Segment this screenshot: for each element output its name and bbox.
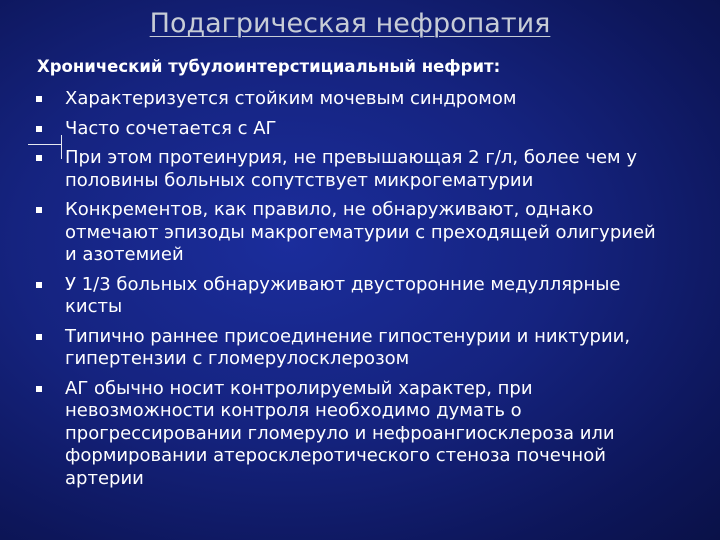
- bullet-text-line: У 1/3 больных обнаруживают двусторонние медуллярные: [65, 273, 621, 295]
- square-bullet-icon: [36, 96, 42, 102]
- bullet-text-line: кисты: [65, 296, 123, 317]
- bullet-item: [30, 378, 700, 491]
- bullet-text-line: При этом протеинурия, не превышающая 2 г/л, более чем у: [65, 147, 637, 168]
- square-bullet-icon: [36, 155, 42, 161]
- square-bullet-icon: [36, 334, 42, 340]
- bullet-item: [30, 274, 700, 319]
- bullet-item: [30, 199, 700, 267]
- slide-title: Подагрическая нефропатия: [149, 8, 551, 39]
- bullet-text-line: Типично раннее присоединение гипостенурии и никтурии,: [65, 325, 631, 347]
- bullet-item: [30, 326, 700, 371]
- bullet-text-line: артерии: [65, 467, 144, 489]
- square-bullet-icon: [36, 282, 42, 288]
- bullet-text-line: Часто сочетается с АГ: [65, 117, 277, 139]
- bullet-text-line: прогрессировании гломеруло и нефроангиосклероза или: [65, 422, 615, 444]
- bullet-text-line: невозможности контроля необходимо думать о: [65, 400, 522, 421]
- square-bullet-icon: [36, 126, 42, 132]
- square-bullet-icon: [36, 386, 42, 392]
- bullet-text-line: Характеризуется стойким мочевым синдромом: [65, 88, 517, 109]
- slide-subtitle: Хронический тубулоинтерстициальный нефрит:: [37, 57, 501, 76]
- bullet-text-line: гипертензии с гломерулосклерозом: [65, 348, 410, 369]
- bullet-item: [30, 88, 700, 111]
- bullet-text-line: формировании атеросклеротического стеноза почечной: [65, 445, 606, 466]
- bullet-list: [30, 88, 700, 497]
- bullet-text-line: половины больных сопутствует микрогематурии: [65, 169, 534, 191]
- bullet-item: [30, 147, 700, 192]
- bullet-text-line: АГ обычно носит контролируемый характер, при: [65, 377, 533, 399]
- square-bullet-icon: [36, 207, 42, 213]
- bullet-text-line: Конкрементов, как правило, не обнаруживают, однако: [65, 199, 594, 220]
- bullet-text-line: и азотемией: [65, 244, 184, 265]
- bullet-text-line: отмечают эпизоды макрогематурии с преходящей олигурией: [65, 221, 656, 243]
- bullet-item: [30, 118, 700, 141]
